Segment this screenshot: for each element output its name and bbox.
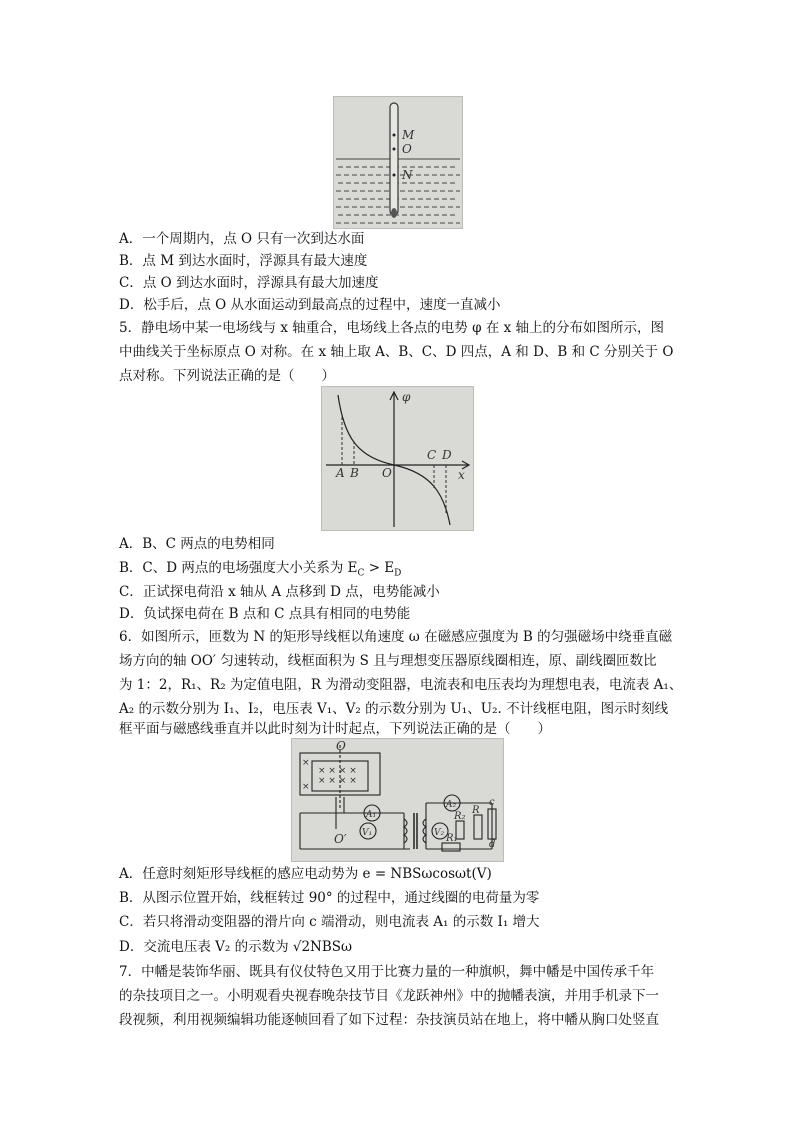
q5-option-b-gt: > E (364, 560, 395, 576)
q6-stem-line-2: 场方向的轴 OO′ 匀速转动，线框面积为 S 且与理想变压器原线圈相连，原、副线圈匝数比 (119, 653, 657, 669)
label-o-prime: O′ (334, 832, 347, 846)
label-phi: φ (402, 390, 411, 404)
q4-option-c: C．点 O 到达水面时，浮源具有最大加速度 (119, 275, 379, 291)
label-v2: V₂ (434, 828, 445, 838)
label-r: R (472, 805, 480, 816)
label-a1: A₁ (366, 810, 377, 820)
q7-stem-line-1: 7．中幡是装饰华丽、既具有仪仗特色又用于比赛力量的一种旗帜，舞中幡是中国传承千年 (119, 964, 655, 980)
q4-option-b: B．点 M 到达水面时，浮源具有最大速度 (119, 253, 368, 269)
q5-stem-line-1: 5．静电场中某一电场线与 x 轴重合，电场线上各点的电势 φ 在 x 轴上的分布如图所示，图 (119, 320, 665, 336)
q6-option-a: A．任意时刻矩形导线框的感应电动势为 e = NBSωcosωt(V) (119, 866, 492, 882)
label-d: D (442, 448, 452, 462)
q6-option-b: B．从图示位置开始，线框转过 90° 的过程中，通过线圈的电荷量为零 (119, 890, 540, 906)
q5-option-a: A．B、C 两点的电势相同 (119, 536, 275, 552)
label-o: O (402, 142, 412, 156)
svg-text:×: × (302, 782, 310, 792)
q5-option-c: C．正试探电荷沿 x 轴从 A 点移到 D 点，电势能减小 (119, 584, 440, 600)
float-water-diagram (334, 97, 462, 228)
label-x: x (458, 468, 465, 482)
q5-stem-line-3: 点对称。下列说法正确的是（ ） (119, 368, 335, 384)
q5-option-b (119, 558, 401, 584)
label-o: O (382, 466, 392, 480)
potential-graph (322, 387, 473, 530)
q4-option-d: D．松手后，点 O 从水面运动到最高点的过程中，速度一直减小 (119, 297, 501, 313)
q6-option-c: C．若只将滑动变阻器的滑片向 c 端滑动，则电流表 A₁ 的示数 I₁ 增大 (119, 914, 540, 930)
label-a: A (336, 466, 345, 480)
q4-option-a: A．一个周期内，点 O 只有一次到达水面 (119, 231, 365, 247)
label-a2: A₂ (446, 800, 457, 810)
label-d: d (489, 839, 496, 850)
float-water-figure (333, 96, 463, 229)
transformer-circuit-figure (291, 738, 504, 862)
label-o: O (336, 739, 346, 753)
sub-d: D (394, 568, 402, 579)
label-r2: R₂ (454, 811, 466, 822)
sub-c: C (357, 568, 365, 579)
q6-option-d: D．交流电压表 V₂ 的示数为 √2NBSω (119, 939, 353, 955)
q6-stem-line-1: 6．如图所示，匝数为 N 的矩形导线框以角速度 ω 在磁感应强度为 B 的匀强磁场中绕垂直磁 (119, 629, 673, 645)
q5-option-d: D．负试探电荷在 B 点和 C 点具有相同的电势能 (119, 606, 411, 622)
q6-stem-line-4: A₂ 的示数分别为 I₁、I₂，电压表 V₁、V₂ 的示数分别为 U₁、U₂. 不计线框电阻，图示时刻线 (119, 701, 669, 717)
label-v1: V₁ (362, 828, 373, 838)
svg-text:× × × ×: × × × × (318, 766, 357, 776)
label-m: M (402, 128, 415, 142)
q7-stem-line-2: 的杂技项目之一。小明观看央视春晚杂技节目《龙跃神州》中的抛幡表演，并用手机录下一 (119, 988, 659, 1004)
q7-stem-line-3: 段视频，利用视频编辑功能逐帧回看了如下过程：杂技演员站在地上，将中幡从胸口处竖直 (119, 1012, 659, 1028)
q5-option-b-text: B．C、D 两点的电场强度大小关系为 E (119, 560, 358, 576)
q6-stem-line-3: 为 1：2，R₁、R₂ 为定值电阻，R 为滑动变阻器，电流表和电压表均为理想电表，电流表 A₁、 (119, 677, 683, 693)
label-r1: R₁ (446, 833, 458, 844)
label-c: c (489, 797, 495, 808)
q6-stem-line-5: 框平面与磁感线垂直并以此时刻为计时起点，下列说法正确的是（ ） (119, 721, 551, 737)
svg-text:× × × ×: × × × × (318, 776, 357, 786)
label-c: C (427, 448, 437, 462)
svg-text:×: × (302, 758, 310, 768)
transformer-circuit (292, 739, 503, 861)
label-b: B (350, 466, 359, 480)
q5-stem-line-2: 中曲线关于坐标原点 O 对称。在 x 轴上取 A、B、C、D 四点，A 和 D、B 和 C 分别关于 O (119, 344, 674, 360)
label-n: N (402, 168, 413, 182)
potential-graph-figure (321, 386, 474, 531)
